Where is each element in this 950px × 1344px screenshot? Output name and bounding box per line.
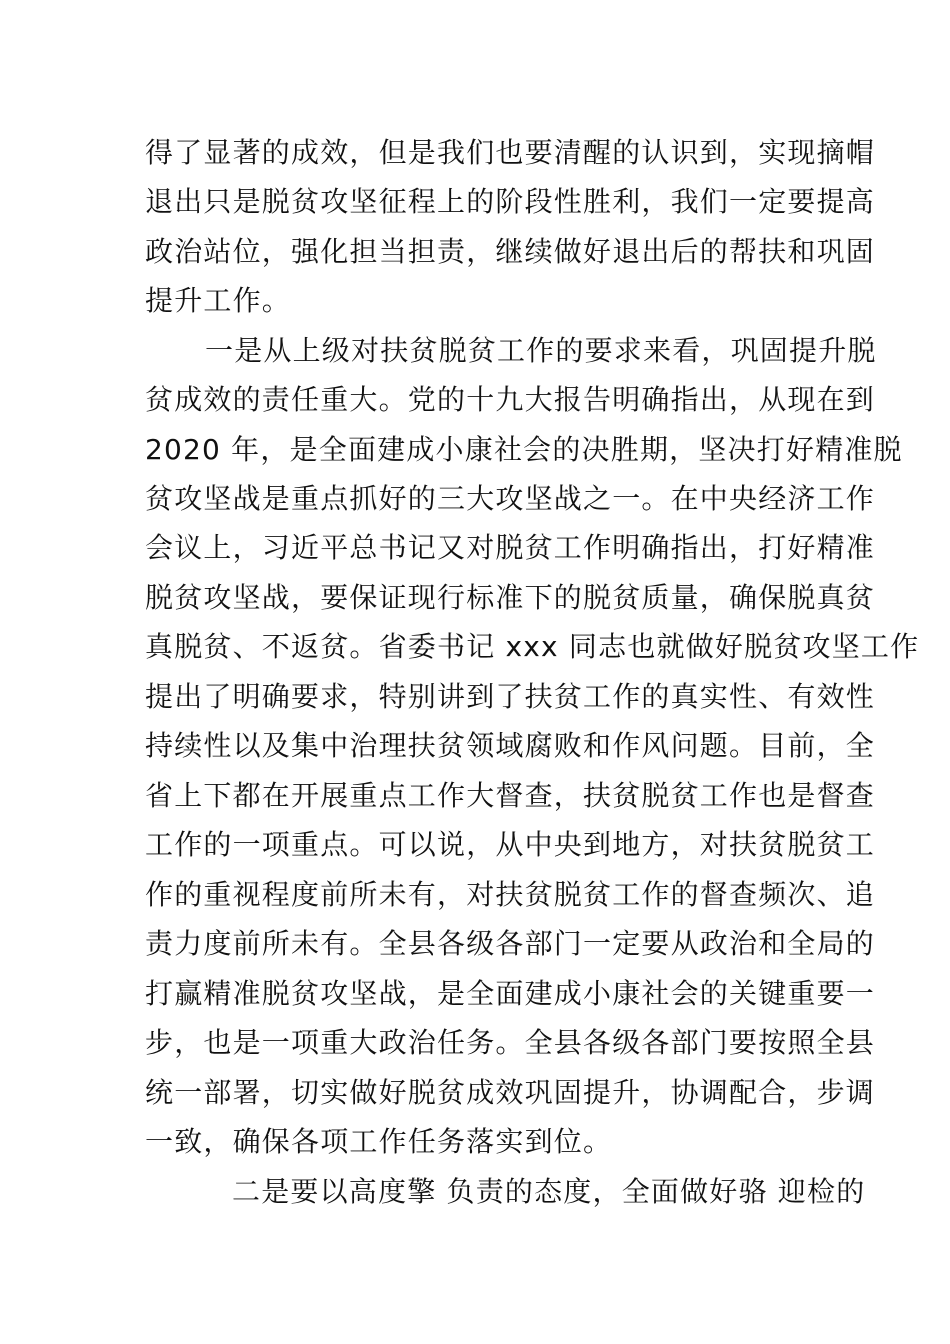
text-line: 脱贫攻坚战，要保证现行标准下的脱贫质量，确保脱真贫 (145, 581, 876, 614)
text-line: 贫攻坚战是重点抓好的三大攻坚战之一。在中央经济工作 (145, 482, 876, 515)
text-line: 政治站位，强化担当担责，继续做好退出后的帮扶和巩固 (145, 235, 876, 268)
text-line: 责力度前所未有。全县各级各部门一定要从政治和全局的 (145, 927, 876, 960)
text-line: 工作的一项重点。可以说，从中央到地方，对扶贫脱贫工 (145, 828, 876, 861)
text-line: 持续性以及集中治理扶贫领域腐败和作风问题。目前，全 (145, 729, 876, 762)
text-line: 作的重视程度前所未有，对扶贫脱贫工作的督查频次、追 (145, 878, 876, 911)
text-line: 2020 年，是全面建成小康社会的决胜期，坚决打好精准脱 (145, 433, 903, 466)
text-line: 得了显著的成效，但是我们也要清醒的认识到，实现摘帽 (145, 136, 876, 169)
text-line: 步，也是一项重大政治任务。全县各级各部门要按照全县 (145, 1026, 876, 1059)
text-line: 统一部署，切实做好脱贫成效巩固提升，协调配合，步调 (145, 1076, 876, 1109)
text-line: 退出只是脱贫攻坚征程上的阶段性胜利，我们一定要提高 (145, 185, 876, 218)
text-line: 真脱贫、不返贫。省委书记 xxx 同志也就做好脱贫攻坚工作 (145, 630, 920, 663)
text-line: 打赢精准脱贫攻坚战，是全面建成小康社会的关键重要一 (145, 977, 876, 1010)
text-line: 一致，确保各项工作任务落实到位。 (145, 1125, 613, 1158)
paragraph-indent-line: 一是从上级对扶贫脱贫工作的要求来看，巩固提升脱 (205, 334, 877, 367)
paragraph-indent-line: 二是要以高度擎 负责的态度，全面做好骆 迎检的 (232, 1175, 866, 1208)
text-line: 贫成效的责任重大。党的十九大报告明确指出，从现在到 (145, 383, 876, 416)
text-line: 会议上，习近平总书记又对脱贫工作明确指出，打好精准 (145, 531, 876, 564)
text-line: 省上下都在开展重点工作大督查，扶贫脱贫工作也是督查 (145, 779, 876, 812)
text-line: 提升工作。 (145, 284, 292, 317)
text-line: 提出了明确要求，特别讲到了扶贫工作的真实性、有效性 (145, 680, 876, 713)
